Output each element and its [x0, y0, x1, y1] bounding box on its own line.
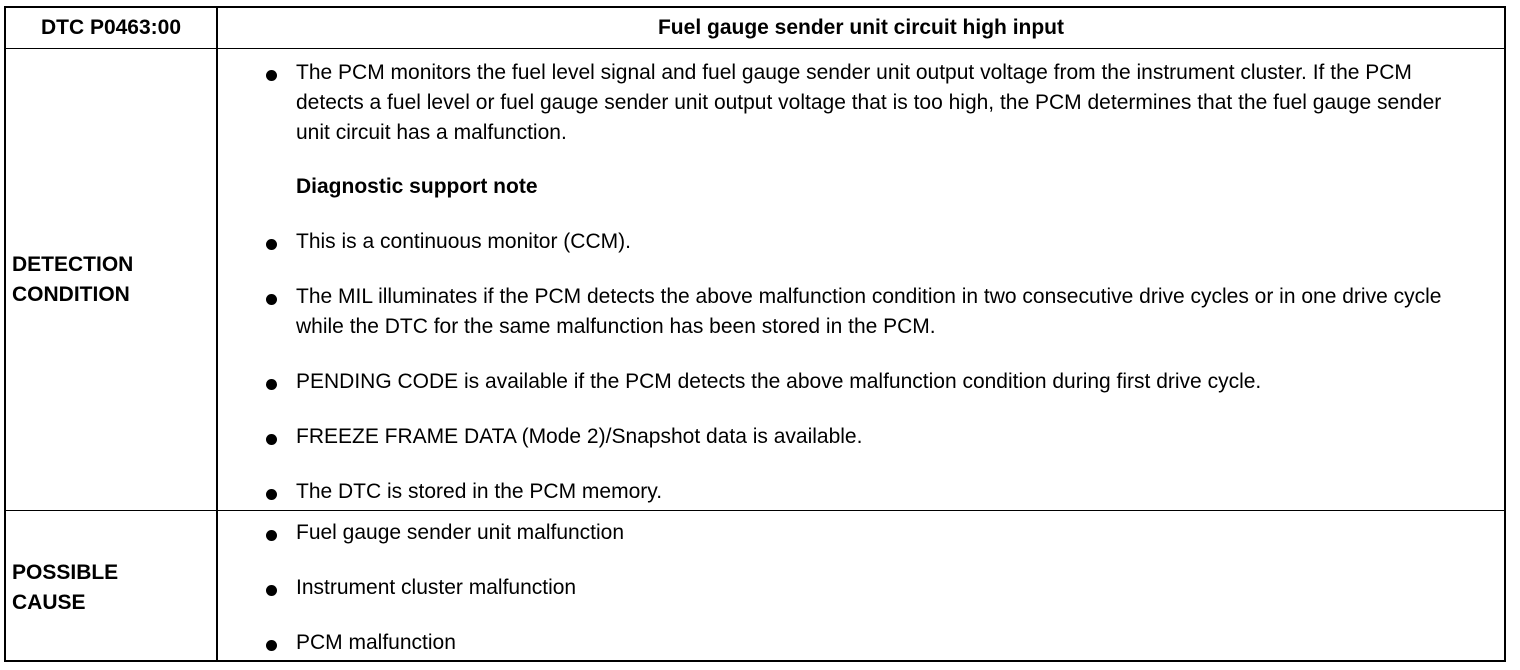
bullet-icon: [266, 239, 277, 250]
bullet-icon: [266, 585, 277, 596]
bullet-icon: [266, 489, 277, 500]
row-divider: [6, 510, 1504, 511]
possible-cause-item: PCM malfunction: [296, 631, 456, 654]
detection-condition-label: DETECTION CONDITION: [12, 253, 134, 306]
diagnostic-support-note-heading: Diagnostic support note: [296, 175, 538, 198]
possible-cause-label: POSSIBLE CAUSE: [12, 561, 119, 614]
bullet-icon: [266, 530, 277, 541]
dtc-title: Fuel gauge sender unit circuit high input: [657, 16, 1064, 39]
detection-item: This is a continuous monitor (CCM).: [296, 230, 631, 253]
header-divider: [6, 48, 1504, 49]
detection-intro: The PCM monitors the fuel level signal and fuel gauge sender unit output voltage from the instrument cluster. If the PCM detects a fuel level or fuel gauge sender unit output voltage that is too high, the PCM determines that the fuel gauge sender unit circuit has a malfunction.: [296, 61, 1442, 144]
possible-cause-item: Fuel gauge sender unit malfunction: [296, 521, 625, 544]
bullet-icon: [266, 379, 277, 390]
bullet-icon: [266, 294, 277, 305]
column-divider: [216, 8, 218, 660]
possible-cause-item: Instrument cluster malfunction: [296, 576, 577, 599]
dtc-table: [4, 6, 1506, 662]
detection-item: FREEZE FRAME DATA (Mode 2)/Snapshot data is available.: [296, 425, 863, 448]
detection-item: The MIL illuminates if the PCM detects the above malfunction condition in two consecutive drive cycles or in one drive cycle while the DTC for the same malfunction has been stored in the PCM.: [296, 285, 1442, 338]
bullet-icon: [266, 640, 277, 651]
bullet-icon: [266, 70, 277, 81]
dtc-code: DTC P0463:00: [40, 16, 182, 39]
bullet-icon: [266, 434, 277, 445]
detection-item: PENDING CODE is available if the PCM detects the above malfunction condition during first drive cycle.: [296, 370, 1262, 393]
detection-item: The DTC is stored in the PCM memory.: [296, 480, 663, 503]
